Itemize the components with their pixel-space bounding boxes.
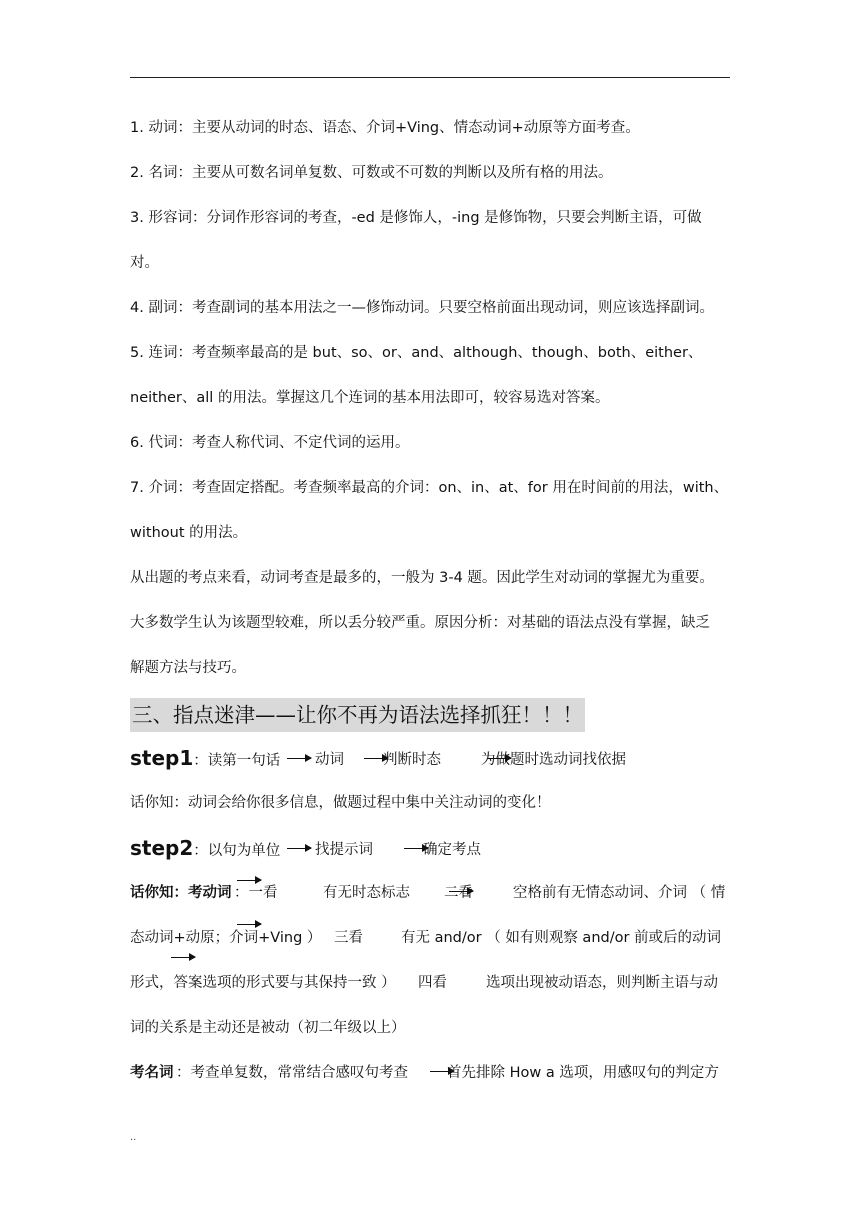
arrow-icon [237,880,261,881]
footer-dots: .. [130,1132,137,1143]
step1-term-1: 动词 [315,752,344,768]
item-pronoun: 6. 代词：考查人称代词、不定代词的运用。 [130,435,410,451]
verb-tip-b2: 三看 [334,930,363,946]
item-conjunction-cont: neither、all 的用法。掌握这几个连词的基本用法即可，较容易选对答案。 [130,390,610,406]
verb-tip-a2: 有无时态标志 [323,885,410,901]
arrow-icon [237,924,261,925]
item-adjective: 3. 形容词：分词作形容词的考查，-ed 是修饰人，-ing 是修饰物，只要会判断主语，可做 [130,210,702,226]
summary-line-2: 大多数学生认为该题型较难，所以丢分较严重。原因分析：对基础的语法点没有掌握，缺乏 [130,615,710,631]
step1-intro: ：读第一句话 [193,753,281,769]
verb-tip-a3: 二看 [444,885,473,901]
item-conjunction: 5. 连词：考查频率最高的是 but、so、or、and、although、though、both、either、 [130,345,703,361]
step2-term-2: 确定考点 [423,842,481,858]
noun-tip-label: 考名词 [130,1065,174,1081]
summary-line-3: 解题方法与技巧。 [130,660,246,676]
verb-tip-b3: 有无 and/or （ 如有则观察 and/or 前或后的动词 [401,930,722,946]
item-adverb: 4. 副词：考查副词的基本用法之一—修饰动词。只要空格前面出现动词，则应该选择副词。 [130,300,714,316]
item-preposition: 7. 介词：考查固定搭配。考查频率最高的介词：on、in、at、for 用在时间前的用法，with、 [130,480,729,496]
verb-tip-c1: 形式，答案选项的形式要与其保持一致 ） [130,975,396,991]
step2-label: step2 [130,836,194,860]
step2-intro: ：以句为单位 [193,843,281,859]
tip-line-1: 话你知：动词会给你很多信息，做题过程中集中关注动词的变化！ [130,795,551,811]
verb-tip-label: 话你知：考动词 [130,885,232,901]
step2-line [130,834,280,865]
step1-term-3: 为做题时选动词找依据 [481,752,626,768]
noun-tip-a2: 首先排除 How a 选项，用感叹句的判定方 [447,1065,719,1081]
verb-tip-c3: 选项出现被动语态，则判断主语与动 [486,975,718,991]
verb-tip-d1: 词的关系是主动还是被动（初二年级以上） [130,1020,406,1036]
noun-tip-a1: ：考查单复数，常常结合感叹句考查 [176,1065,408,1081]
verb-tip-b1: 态动词+动原；介词+Ving ） [130,930,322,946]
step1-label: step1 [130,746,194,770]
verb-tip-a4: 空格前有无情态动词、介词 （ 情 [513,885,726,901]
step1-line [130,744,280,775]
verb-tip-a1: ：一看 [234,885,278,901]
step2-term-1: 找提示词 [315,842,373,858]
arrow-icon [287,758,311,759]
verb-tip-c2: 四看 [418,975,447,991]
item-preposition-cont: without 的用法。 [130,525,248,541]
step1-term-2: 判断时态 [383,752,441,768]
item-noun: 2. 名词：主要从可数名词单复数、可数或不可数的判断以及所有格的用法。 [130,165,613,181]
arrow-icon [287,848,311,849]
item-verb: 1. 动词：主要从动词的时态、语态、介词+Ving、情态动词+动原等方面考查。 [130,120,640,136]
item-adjective-cont: 对。 [130,255,159,271]
summary-line-1: 从出题的考点来看，动词考查是最多的，一般为 3-4 题。因此学生对动词的掌握尤为重要。 [130,570,714,586]
arrow-icon [171,957,195,958]
section-heading: 三、指点迷津——让你不再为语法选择抓狂！！！ [130,698,585,732]
header-rule [130,77,730,78]
